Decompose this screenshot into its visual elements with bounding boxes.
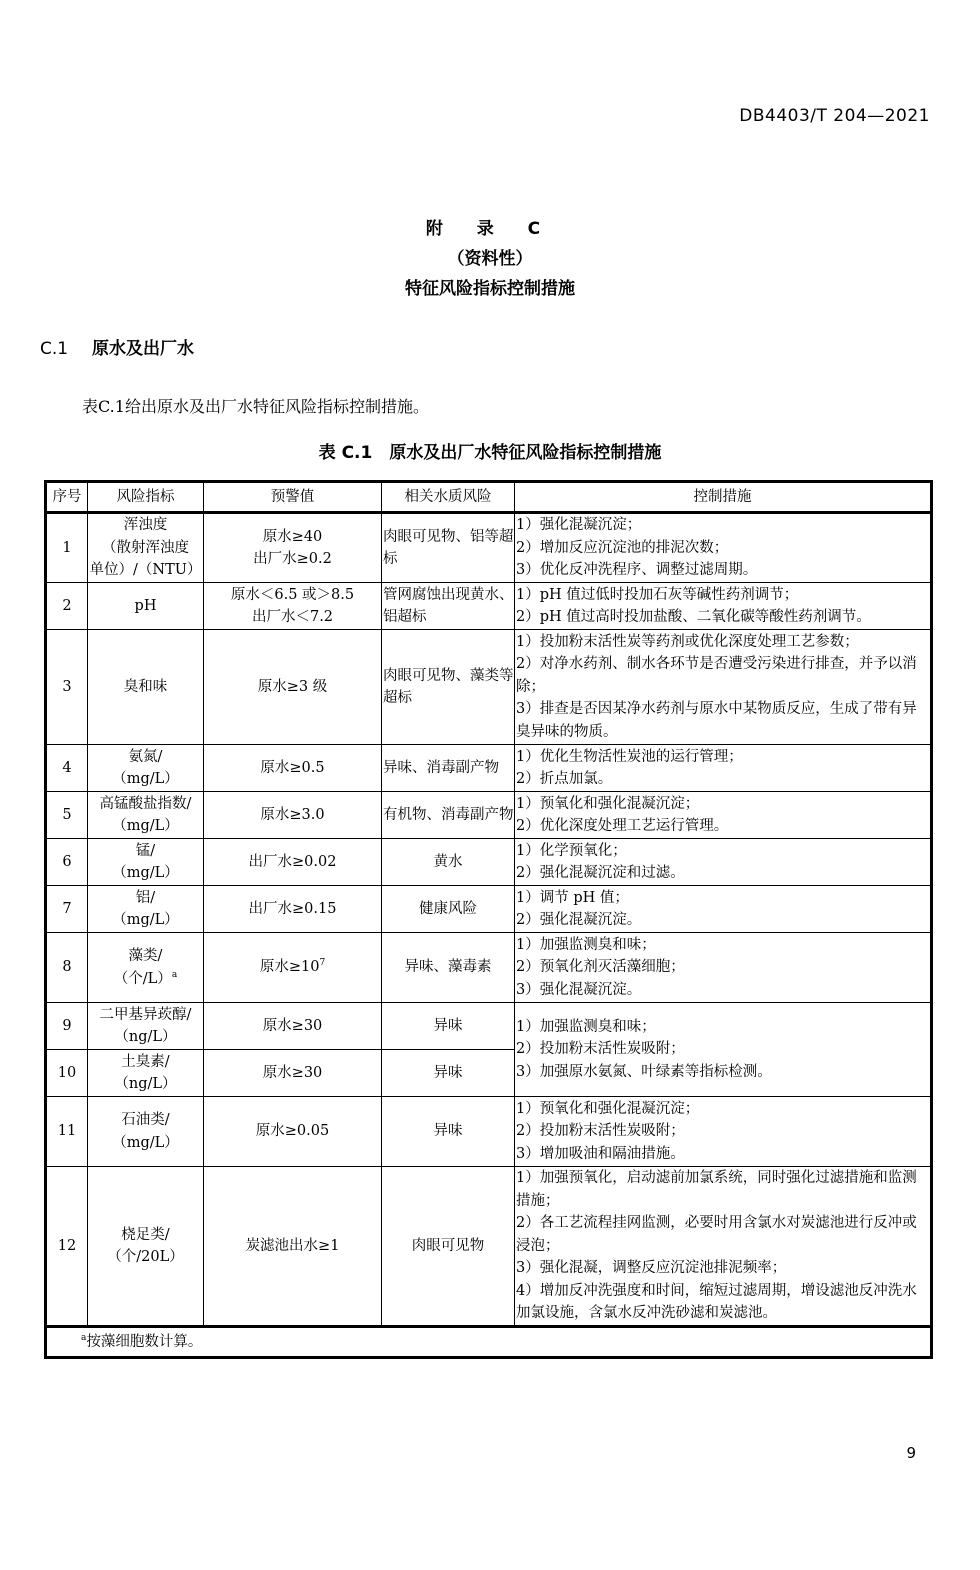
control-measures: 1）强化混凝沉淀； 2）增加反应沉淀池的排泥次数； 3）优化反冲洗程序、调整过滤周期。 (515, 513, 932, 583)
row-number: 11 (46, 1097, 88, 1167)
warning-value: 炭滤池出水≥1 (204, 1167, 382, 1327)
warning-value: 原水≥3.0 (204, 792, 382, 839)
header-cell: 相关水质风险 (382, 482, 515, 513)
control-measures: 1）优化生物活性炭池的运行管理； 2）折点加氯。 (515, 745, 932, 792)
risk-indicator: 桡足类/ （个/20L） (88, 1167, 204, 1327)
row-number: 4 (46, 745, 88, 792)
row-number: 5 (46, 792, 88, 839)
table-footnote-row (46, 1327, 932, 1358)
warning-value: 原水＜6.5 或＞8.5 出厂水＜7.2 (204, 583, 382, 630)
table-row (46, 1097, 932, 1167)
risk-indicator: 锰/ （mg/L） (88, 839, 204, 886)
water-quality-risk: 肉眼可见物、藻类等超标 (382, 630, 515, 745)
risk-indicator: 土臭素/ （ng/L） (88, 1050, 204, 1097)
risk-indicator: 石油类/ （mg/L） (88, 1097, 204, 1167)
control-measures: 1）加强监测臭和味； 2）预氧化剂灭活藻细胞； 3）强化混凝沉淀。 (515, 933, 932, 1003)
water-quality-risk: 有机物、消毒副产物 (382, 792, 515, 839)
row-number: 3 (46, 630, 88, 745)
table-row (46, 513, 932, 583)
table-row (46, 1003, 932, 1050)
control-measures: 1）加强监测臭和味； 2）投加粉末活性炭吸附； 3）加强原水氨氮、叶绿素等指标检测。 (515, 1003, 932, 1097)
table-row (46, 886, 932, 933)
water-quality-risk: 异味 (382, 1003, 515, 1050)
risk-indicator: 浑浊度 （散射浑浊度 单位）/（NTU） (88, 513, 204, 583)
page-number: 9 (906, 1444, 916, 1462)
row-number: 12 (46, 1167, 88, 1327)
table-caption: 表 C.1 原水及出厂水特征风险指标控制措施 (318, 443, 662, 463)
control-measures: 1）调节 pH 值； 2）强化混凝沉淀。 (515, 886, 932, 933)
warning-value: 原水≥40 出厂水≥0.2 (204, 513, 382, 583)
risk-indicator: 氨氮/ （mg/L） (88, 745, 204, 792)
section-number: C.1 (40, 339, 69, 359)
row-number: 2 (46, 583, 88, 630)
table-row (46, 630, 932, 745)
document-id: DB4403/T 204—2021 (739, 106, 930, 126)
warning-value: 原水≥30 (204, 1003, 382, 1050)
warning-value: 原水≥0.05 (204, 1097, 382, 1167)
water-quality-risk: 健康风险 (382, 886, 515, 933)
table-row (46, 745, 932, 792)
warning-value: 原水$\ge 10^7$ (204, 933, 382, 1003)
control-measures: 1）预氧化和强化混凝沉淀； 2）优化深度处理工艺运行管理。 (515, 792, 932, 839)
row-number: 10 (46, 1050, 88, 1097)
row-number: 8 (46, 933, 88, 1003)
table-footnote: $^a$按藻细胞数计算。 (46, 1327, 932, 1358)
table-header-row (46, 482, 932, 513)
header-cell: 预警值 (204, 482, 382, 513)
table-row (46, 583, 932, 630)
warning-value: 原水≥0.5 (204, 745, 382, 792)
header-cell: 风险指标 (88, 482, 204, 513)
appendix-nature: （资料性） (447, 249, 533, 269)
table-row (46, 933, 932, 1003)
warning-value: 原水≥30 (204, 1050, 382, 1097)
risk-indicator: 二甲基异莰醇/ （ng/L） (88, 1003, 204, 1050)
section-heading (40, 334, 194, 359)
water-quality-risk: 肉眼可见物 (382, 1167, 515, 1327)
appendix-title: 附 录 C (425, 219, 555, 239)
row-number: 9 (46, 1003, 88, 1050)
appendix-subject: 特征风险指标控制措施 (405, 279, 575, 299)
control-measures: 1）预氧化和强化混凝沉淀； 2）投加粉末活性炭吸附； 3）增加吸油和隔油措施。 (515, 1097, 932, 1167)
risk-indicator: 高锰酸盐指数/ （mg/L） (88, 792, 204, 839)
water-quality-risk: 黄水 (382, 839, 515, 886)
row-number: 7 (46, 886, 88, 933)
risk-indicator: 藻类/ （个/L）$^a$ (88, 933, 204, 1003)
water-quality-risk: 异味、藻毒素 (382, 933, 515, 1003)
intro-paragraph: 表C.1给出原水及出厂水特征风险指标控制措施。 (82, 397, 429, 416)
section-title: 原水及出厂水 (92, 339, 194, 359)
risk-control-table (44, 480, 933, 1359)
row-number: 1 (46, 513, 88, 583)
risk-indicator: 铝/ （mg/L） (88, 886, 204, 933)
table-row (46, 792, 932, 839)
table-row (46, 1167, 932, 1327)
warning-value: 出厂水≥0.02 (204, 839, 382, 886)
warning-value: 原水≥3 级 (204, 630, 382, 745)
control-measures: 1）加强预氧化，启动滤前加氯系统，同时强化过滤措施和监测措施； 2）各工艺流程挂网监测，必要时用含氯水对炭滤池进行反冲或浸泡； 3）强化混凝，调整反应沉淀池排泥频率； 4）增加反冲洗强度和时间，缩短过滤周期，增设滤池反冲洗水加氯设施，含氯水反冲洗砂滤和炭滤池。 (515, 1167, 932, 1327)
risk-indicator: pH (88, 583, 204, 630)
risk-indicator: 臭和味 (88, 630, 204, 745)
footnote-marker: a (171, 969, 178, 980)
water-quality-risk: 肉眼可见物、铝等超标 (382, 513, 515, 583)
control-measures: 1）化学预氧化； 2）强化混凝沉淀和过滤。 (515, 839, 932, 886)
row-number: 6 (46, 839, 88, 886)
water-quality-risk: 管网腐蚀出现黄水、铝超标 (382, 583, 515, 630)
header-cell: 控制措施 (515, 482, 932, 513)
footnote-marker: a (81, 1332, 87, 1343)
water-quality-risk: 异味 (382, 1097, 515, 1167)
warning-value: 出厂水≥0.15 (204, 886, 382, 933)
exponent: 7 (319, 958, 326, 969)
control-measures: 1）pH 值过低时投加石灰等碱性药剂调节； 2）pH 值过高时投加盐酸、二氧化碳等酸性药剂调节。 (515, 583, 932, 630)
water-quality-risk: 异味 (382, 1050, 515, 1097)
header-cell: 序号 (46, 482, 88, 513)
water-quality-risk: 异味、消毒副产物 (382, 745, 515, 792)
table-row (46, 839, 932, 886)
control-measures: 1）投加粉末活性炭等药剂或优化深度处理工艺参数； 2）对净水药剂、制水各环节是否遭受污染进行排查，并予以消除； 3）排查是否因某净水药剂与原水中某物质反应，生成了带有异臭异味的物质。 (515, 630, 932, 745)
